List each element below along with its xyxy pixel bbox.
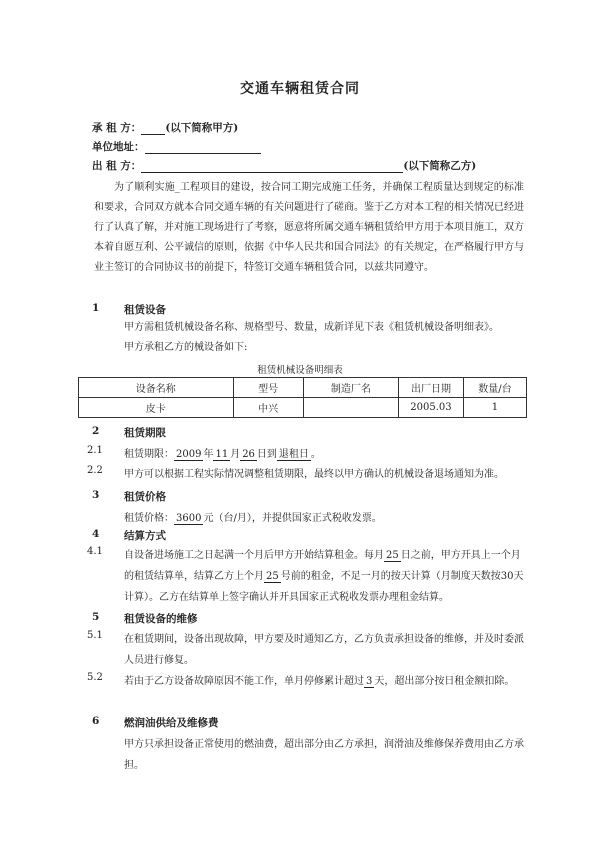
- clause-5-2-text: [124, 671, 528, 692]
- section-4-number: 4: [92, 528, 100, 540]
- section-4-title: 结算方式: [124, 530, 166, 542]
- clause-4-1-part-a: 自设备进场施工之日起满一个月后甲方开始结算租金。每月: [124, 550, 384, 561]
- lessee-field: [92, 120, 238, 135]
- settlement-day-2: 25: [266, 571, 279, 582]
- clause-5-2-number: 5.2: [87, 672, 103, 683]
- lessor-blank[interactable]: [141, 161, 403, 173]
- header-cell-maker: 制造厂名: [303, 378, 399, 398]
- page-title: 交通车辆租赁合同: [240, 81, 360, 97]
- clause-2-1-text: [124, 445, 321, 460]
- table-header-row: [79, 378, 527, 398]
- section-2-number: 2: [92, 425, 100, 437]
- clause-5-1-text: 在租赁期间，设备出现故障，甲方要及时通知乙方，乙方负责承担设备的维修，并及时委派人员进行修复。: [124, 634, 524, 666]
- section-1-line-1: 甲方需租赁机械设备名称、规格型号、数量，成新详见下表《租赁机械设备明细表》。: [124, 322, 499, 333]
- lessee-suffix: (以下简称甲方): [165, 122, 239, 134]
- month-unit: 月: [230, 449, 241, 460]
- cell-qty: 1: [463, 398, 526, 418]
- year-unit: 年: [203, 449, 214, 460]
- section-5-title: 租赁设备的维修: [124, 613, 198, 625]
- lessee-blank[interactable]: [141, 123, 165, 135]
- section-3-number: 3: [92, 489, 100, 501]
- clause-2-2-text: 甲方可以根据工程实际情况调整租赁期限，最终以甲方确认的机械设备退场通知为准。: [124, 469, 504, 480]
- section-1-number: 1: [92, 302, 100, 314]
- address-field: [92, 139, 261, 154]
- cell-name: 皮卡: [79, 398, 234, 418]
- section-1-title: 租赁设备: [124, 304, 166, 316]
- equipment-table: [78, 377, 527, 418]
- cell-date: 2005.03: [399, 398, 464, 418]
- section-6-number: 6: [92, 715, 100, 727]
- clause-2-2-number: 2.2: [87, 465, 103, 476]
- address-label: 单位地址：: [92, 141, 145, 153]
- end-date: 退租日: [278, 449, 309, 460]
- clause-5-2-part-b: 天，超出部分按日租金额扣除。: [374, 676, 515, 687]
- clause-2-1-number: 2.1: [87, 445, 103, 456]
- clause-2-1-prefix: 租赁期限：: [124, 449, 174, 460]
- price-value: 3600: [176, 513, 202, 524]
- clause-4-1-text: [124, 545, 528, 608]
- start-month: 11: [215, 449, 229, 460]
- section-3-title: 租赁价格: [124, 491, 166, 503]
- header-cell-name: 设备名称: [79, 378, 234, 398]
- settlement-day-1: 25: [386, 550, 399, 561]
- table-caption: 租赁机械设备明细表: [257, 365, 343, 376]
- clause-4-1-part-b: 日之前，甲方开具上一个月的租赁结算单，结算乙方上个月: [124, 550, 521, 582]
- header-cell-qty: 数量/台: [463, 378, 526, 398]
- price-suffix: 元（台/月），并提供国家正式税收发票。: [203, 513, 382, 524]
- start-year: 2009: [176, 449, 202, 460]
- lessor-suffix: (以下简称乙方): [403, 160, 477, 172]
- section-1-line-2: 甲方承租乙方的械设备如下:: [124, 342, 248, 353]
- start-day: 26: [242, 449, 255, 460]
- clause-2-1-tail: 。: [310, 449, 321, 460]
- header-cell-model: 型号: [233, 378, 303, 398]
- stop-days: 3: [366, 676, 373, 687]
- clause-5-1-number: 5.1: [87, 630, 103, 641]
- section-6-title: 燃润油供给及维修费: [124, 717, 219, 729]
- section-2-title: 租赁期限: [124, 427, 166, 439]
- price-prefix: 租赁价格：: [124, 513, 174, 524]
- clause-4-1-part-c: 号前的租金，不足一月的按天计算（月制度天数按30天计算）。乙方在结算单上签字确认并开具国家正式税收发票办理租金结算。: [124, 571, 524, 603]
- intro-paragraph: 为了顺利实施_工程项目的建设，按合同工期完成施工任务，并确保工程质量达到规定的标准和要求，合同双方就本合同交通车辆的有关问题进行了磋商。鉴于乙方对本工程的相关情况已经进行了认真了解，并对施工现场进行了考察，愿意将所属交通车辆租赁给甲方用于本项目施工，双方本着自愿互利、公平诚信的原则，依据《中华人民共和国合同法》的有关规定，在严格履行甲方与业主签订的合同协议书的前提下，特签订交通车辆租赁合同，以兹共同遵守。: [94, 182, 524, 273]
- cell-maker: [303, 398, 399, 418]
- cell-model: 中兴: [233, 398, 303, 418]
- table-row: [79, 398, 527, 418]
- address-blank[interactable]: [145, 142, 261, 154]
- day-unit: 日到: [256, 449, 277, 460]
- lessor-field: [92, 158, 476, 173]
- header-cell-date: 出厂日期: [399, 378, 464, 398]
- section-6-text: 甲方只承担设备正常使用的燃油费，超出部分由乙方承担，润滑油及维修保养费用由乙方承担。: [124, 739, 524, 771]
- lessee-label: 承 租 方：: [92, 122, 142, 134]
- lessor-label: 出 租 方：: [92, 160, 142, 172]
- price-line: [124, 509, 382, 524]
- clause-5-2-part-a: 若由于乙方设备故障原因不能工作，单月停修累计超过: [124, 676, 364, 687]
- clause-4-1-number: 4.1: [87, 546, 103, 557]
- section-5-number: 5: [92, 611, 100, 623]
